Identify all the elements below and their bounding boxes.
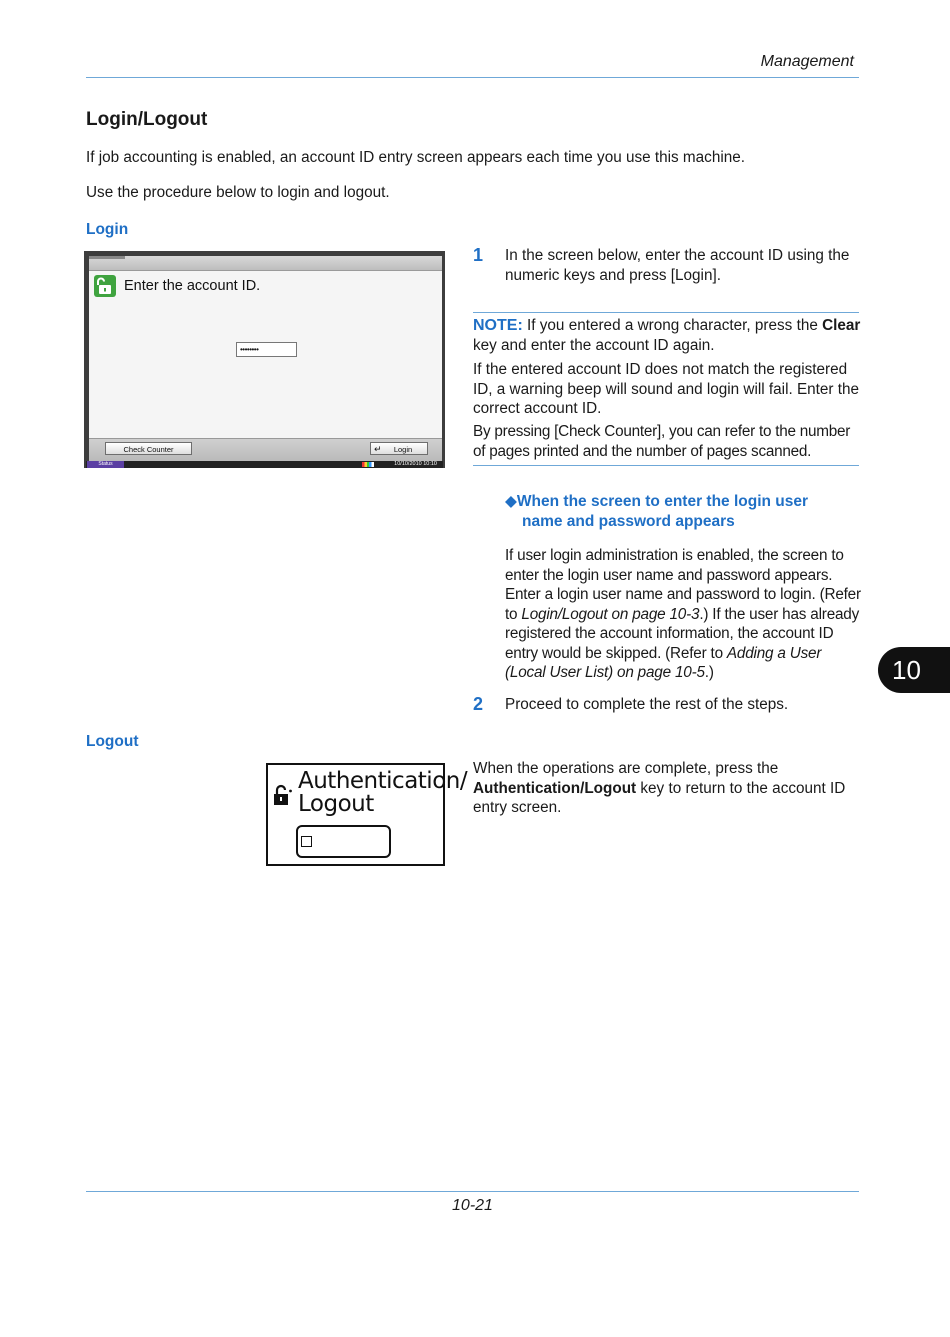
login-user-subheading [505,492,808,531]
toner-indicator-icon [362,462,374,467]
status-bar [86,461,443,468]
section-title: Login/Logout [86,109,208,130]
subheading-line-1: When the screen to enter the login user [516,493,809,510]
login-heading: Login [86,221,129,238]
note-label: NOTE: [473,317,523,334]
account-id-screen [84,251,445,468]
header-rule [86,77,859,78]
intro-paragraph-2: Use the procedure below to login and logout. [86,184,390,201]
login-button-label: Login [393,445,413,454]
note-para-1 [473,316,861,355]
note-line1-pre: If you entered a wrong character, press the [522,317,823,334]
step-2-number: 2 [473,694,484,714]
status-tab[interactable]: Status [87,461,124,468]
account-id-input[interactable]: •••••••• [236,342,297,357]
enter-arrow-icon: ↵ [374,444,382,454]
step-1-number: 1 [473,245,484,265]
screen-prompt: Enter the account ID. [124,278,261,294]
authentication-logout-key [266,763,468,866]
login-user-paragraph [505,546,861,683]
unlock-icon [94,275,116,297]
subbody-part-3: .) [704,664,714,681]
note-bottom-rule [473,465,859,466]
step-1-text: In the screen below, enter the account ID using the numeric keys and press [Login]. [505,247,850,284]
subbody-part-2: .) If the user has already registered the account information, the account ID entry would be skipped. (Refer to [505,605,860,662]
status-datetime: 10/10/2010 10:10 [394,461,437,467]
check-counter-button[interactable]: Check Counter [105,442,192,455]
running-header: Management [760,53,854,70]
logout-heading: Logout [86,733,139,750]
logout-paragraph [473,759,861,818]
ref-adding-user[interactable]: Adding a User (Local User List) on page 10-5 [505,644,822,681]
logout-key-name: Authentication/Logout [473,779,637,797]
note-para-2: If the entered account ID does not match the registered ID, a warning beep will sound and login will fail. Enter the correct account ID. [473,361,860,417]
authkey-label-line-1: Authentication/ [298,768,468,794]
screen-tab-indicator [89,256,125,259]
authkey-label [298,770,467,816]
note-para-3: By pressing [Check Counter], you can refer to the number of pages printed and the number of pages scanned. [473,423,851,460]
chapter-tab: 10 [878,647,950,693]
note-top-rule [473,312,859,313]
subbody-part-1: If user login administration is enabled, the screen to enter the login user name and password appears. Enter a login user name and password to login. (Refer to [505,547,861,623]
diamond-bullet-icon: ◆ [505,493,517,510]
page-number: 10-21 [452,1197,493,1214]
authkey-indicator [296,825,391,858]
logout-text-pre: When the operations are complete, press the [473,760,779,777]
note-clear-key: Clear [822,317,861,334]
authkey-label-line-2: Logout [298,791,374,817]
screen-panel [89,256,442,461]
logout-text-post: key to return to the account ID entry screen. [473,779,846,816]
footer-rule [86,1191,859,1192]
subheading-line-2: name and password appears [522,512,735,530]
ref-login-logout[interactable]: Login/Logout on page 10-3 [521,605,700,623]
screen-title-bar [89,256,442,271]
login-button[interactable] [370,442,428,455]
note-line1-post: key and enter the account ID again. [473,336,715,354]
step-2-text: Proceed to complete the rest of the steps. [505,696,789,713]
lock-icon [273,783,293,812]
intro-paragraph-1: If job accounting is enabled, an account ID entry screen appears each time you use this machine. [86,149,745,166]
authkey-led-icon [301,836,312,847]
